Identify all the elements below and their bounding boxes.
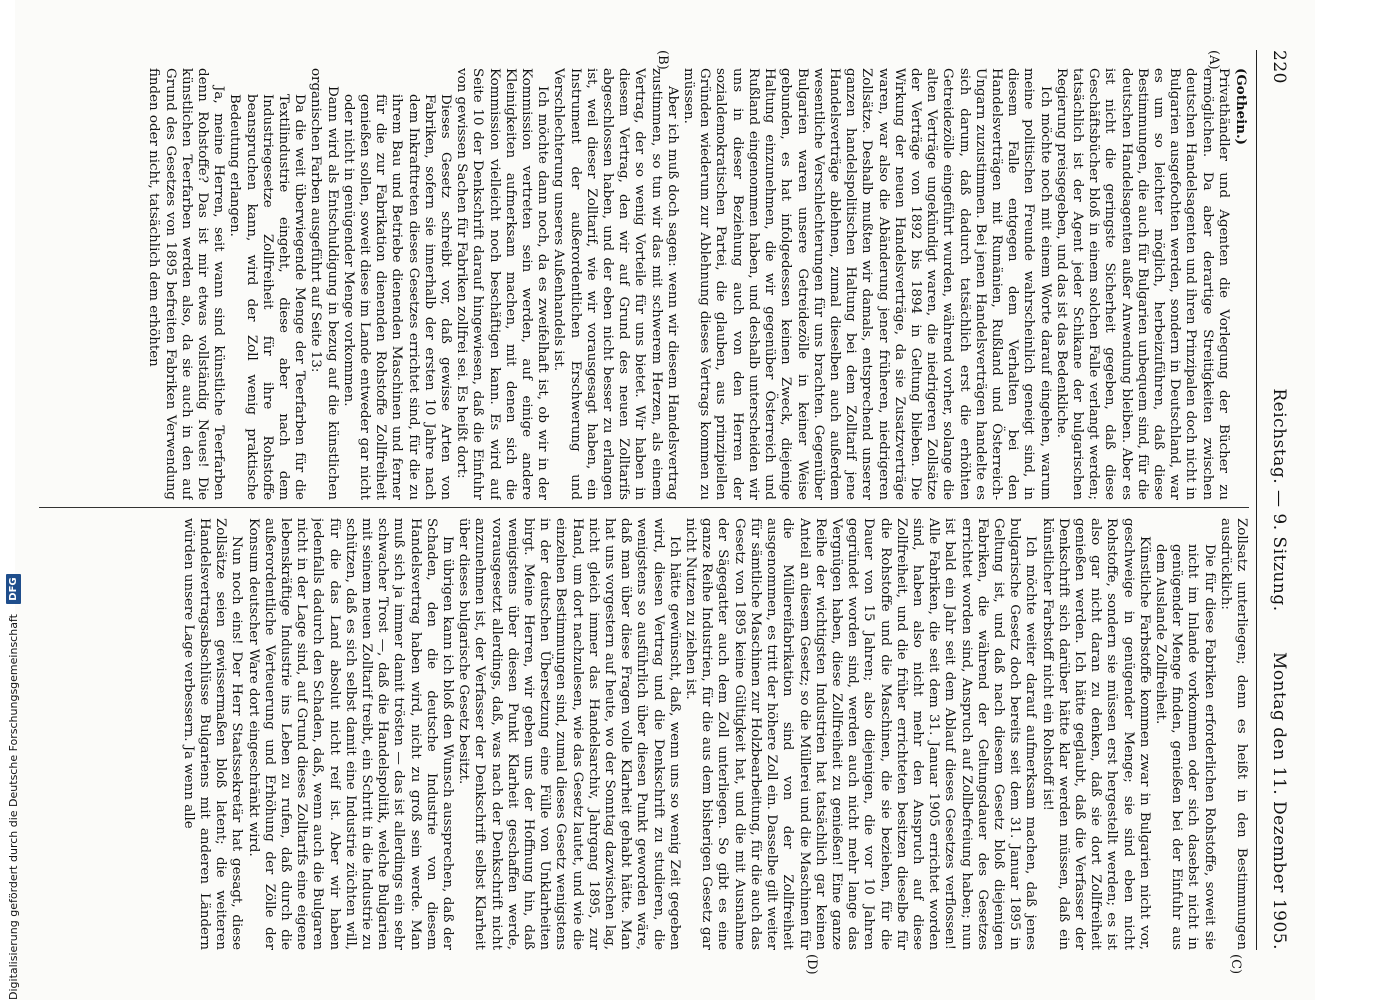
quotation: Dieses Gesetz schreibt vor, daß gewisse Arten von Fabriken, sofern sie innerhalb der ersten 10 Jahre nach dem Inkrafttreten dieses Gesetzes errichtet sind, für die zu ihrem Bau und Betriebe dienenden Maschinen und ferner für die zur Fabrikation dienenden Rohstoffe Zollfreiheit genießen sollen, soweit diese im Lande entweder gar nicht oder nicht in genügender Menge vorkommen. — [340, 94, 454, 500]
paragraph: Ich möchte noch mit einem Worte darauf eingehen, warum meine politischen Freunde wahrscheinlich geneigt sind, in diesem Falle entgegen dem Verhalten bei den Handelsverträgen mit Rumänien, Rußland und Österreich-Ungarn zuzustimmen. Bei jenen Handelsverträgen handelte es sich darum, daß dadurch tatsächlich erst die erhöhten Getreidezölle eingeführt wurden, während vorher, solange die alten Verträge ungekündigt waren, die niedrigeren Zollsätze der Verträge von 1892 bis 1894 in Geltung blieben. Die Wirkung der neuen Handelsverträge, da sie Zusatzverträge waren, war also die Abänderung jener früheren, niedrigeren Zollsätze. Deshalb mußten wir damals, entsprechend unserer ganzen handelspolitischen Haltung bei dem Zolltarif jene Handelsverträge ablehnen, zumal dieselben auch außerdem wesentliche Verschlechterungen für uns brachten. Gegenüber Bulgarien waren unsere Getreidezölle in keiner Weise gebunden, es hat infolgedessen keinen Zweck, diejenige Haltung einzunehmen, die wir gegenüber Österreich und Rußland eingenommen haben, und deshalb unterscheiden wir uns in dieser Beziehung auch von den Herren der sozialdemokratischen Partei, die glauben, aus prinzipiellen Gründen wiederum zur Ablehnung dieses Vertrags kommen zu müssen. — [681, 68, 1053, 500]
session-date: Montag den 11. Dezember 1905. — [1269, 651, 1289, 950]
paragraph: Zollsatz unterliegen; denn es heißt in den Bestimmungen ausdrücklich: — [1217, 518, 1249, 950]
header-rule — [1256, 50, 1257, 950]
paragraph: Nun noch eins! Der Herr Staatssekretär hat gesagt, diese Zollsätze seien gewissermaßen bloß latent; die weiteren Handelsvertragsabschlüsse Bulgariens mit anderen Ländern würden unsere Lage verbessern. Ja wenn alle — [180, 518, 245, 950]
margin-letter-d: (D) — [804, 954, 819, 975]
left-column — [39, 68, 1249, 500]
quotation: Die für diese Fabriken erforderlichen Rohstoffe, soweit sie nicht im Inlande vorkommen oder sich dasebst nicht in genügender Menge finden, genießen bei der Einfuhr aus dem Auslande Zollfreiheit. — [1152, 544, 1217, 950]
paragraph: Ja, meine Herren, seit wann sind künstliche Teerfarben denn Rohstoffe? Das ist mir etwas vollständig Neues! Die künstlichen Teerfarben werden also, da sie auch in den auf Grund des Gesetzes von 1895 befreiten Fabriken Verwendung finden oder nicht, tatsächlich dem erhöhten — [146, 68, 227, 500]
paragraph: Aber ich muß doch sagen: wenn wir diesem Handelsvertrag zustimmen, so tun wir das mit schwerem Herzen, als einem Vertrag, der so wenig Vorteile für uns bietet. Wir haben in diesem Vertrag, den wir auf Grund des neuen Zolltarifs abgeschlossen haben, und der eben nicht besser zu erlangen ist, weil dieser Zolltarif, wie wir vorausgesagt haben, ein Instrument der außerordentlichen Erschwerung und Verschlechterung unseres Außenhandels ist. — [551, 68, 680, 500]
paragraph: Künstliche Farbstoffe kommen zwar in Bulgarien nicht vor, geschweige in genügender Menge; sie sind eben nicht Rohstoffe, sondern sie müssen erst hergestellt werden; es ist also gar nicht daran zu denken, daß sie dort Zollfreiheit genießen werden. Ich hätte geglaubt, daß die Verfasser der Denkschrift sich darüber hätte klar werden müssen, daß ein künstlicher Farbstoff nicht ein Rohstoff ist! — [1039, 518, 1152, 950]
scanned-page — [15, 0, 1315, 1000]
speaker-name: (Gothein.) — [1233, 68, 1249, 145]
page-header — [1259, 50, 1295, 950]
dfg-logo: DFG — [6, 574, 21, 604]
digitization-credit — [6, 574, 21, 1000]
page-number: 220 — [1269, 50, 1289, 84]
paragraph: Ich möchte dann noch, da es zweifelhaft ist, ob wir in der Kommission vertreten sein werden, auf einige andere Kleinigkeiten aufmerksam machen, mit denen sich die Kommission vielleicht noch beschäftigen kann. Es wird auf Seite 10 der Denkschrift darauf hingewiesen, daß die Einfuhr von gewissen Sachen für Fabriken zollfrei sei. Es heißt dort: — [454, 68, 551, 500]
paragraph: Im übrigen kann ich bloß den Wunsch aussprechen, daß der Schaden, den die deutsche Industrie von diesem Handelsvertrag haben wird, nicht zu groß sein werde. Man muß sich ja immer damit trösten — das ist allerdings ein sehr schwacher Trost —, daß die Handelspolitik, welche Bulgarien mit seinem neuen Zolltarif treibt, ein Schritt in die Industrie zu schützen, daß es sich selbst damit eine Industrie züchten will, für die das Land absolut nicht reif ist. Aber wir haben jedenfalls dadurch den Schaden, daß, wenn auch die Bulgaren nicht in der Lage sind, auf Grund dieses Zolltarifs eine eigene lebenskräftige Industrie ins Leben zu rufen, daß durch die außerordentliche Verteuerung und Erhöhung der Zölle der Konsum deutscher Ware dort eingeschränkt wird. — [245, 518, 456, 950]
margin-letter-a: (A) — [1206, 50, 1221, 70]
page-title: Reichstag. — 9. Sitzung. — [1269, 388, 1289, 612]
right-column — [39, 518, 1249, 950]
column-divider — [39, 507, 1249, 508]
paragraph: Privathändler und Agenten die Vorlegung der Bücher zu ermöglichen. Da aber derartige Streitigkeiten zwischen deutschen Handelsagenten und ihren Prinzipalen doch nicht in Bulgarien ausgefochten werden, sondern in Deutschland, war es um so leichter möglich, herbeizuführen, daß diese Bestimmungen, die auch für Bulgarien unbequem sind, für die deutschen Handelsagenten außer Anwendung bleiben. Aber es ist nicht die geringste Sicherheit gegeben, daß diese Geschäftsbücher bloß in einem solchen Falle verlangt werden; tatsächlich ist der Agent jeder Schikane der bulgarischen Regierung preisgegeben, und das ist das Bedenkliche. — [1053, 68, 1231, 500]
margin-letter-c: (C) — [1228, 954, 1243, 975]
paragraph: Ich möchte weiter darauf aufmerksam machen, daß jenes bulgarische Gesetz doch bereits seit dem 31. Januar 1895 in Geltung ist, und daß nach diesem Gesetz bloß diejenigen Fabriken, die während der Geltungsdauer des Gesetzes errichtet worden sind, Anspruch auf Zollbefreiung haben; nun ist bald ein Jahr seit dem Ablauf dieses Gesetzes verflossen! Alle Fabriken, die seit dem 31. Januar 1905 errichtet worden sind, haben also nicht mehr den Anspruch auf diese Zollfreiheit, und die früher errichteten besitzen dieselbe für die Rohstoffe und die Maschinen, die sie beziehen, für die Dauer von 15 Jahren; also diejenigen, die vor 10 Jahren gegründet worden sind, werden auch nicht mehr lange das Vergnügen haben, diese Zollfreiheit zu genießen! Eine ganze Reihe der wichtigsten Industrien hat tatsächlich gar keinen Anteil an diesem Gesetz; so die Müllerei und die Maschinen für die Müllereifabrikation sind von der Zollfreiheit ausgenommen, es tritt der höhere Zoll ein. Dasselbe gilt weiter für sämtliche Maschinen zur Holzbearbeitung, für die auch das Gesetz von 1895 keine Gültigkeit hat, und die mit Ausnahme der Sägegatter auch dem Zoll unterliegen. So gibt es eine ganze Reihe Industrien, für die aus dem bisherigen Gesetz gar nicht Nutzen zu ziehen ist. — [683, 518, 1039, 950]
paragraph: Ich hätte gewünscht, daß, wenn uns so wenig Zeit gegeben wird, diesen Vertrag und die Denkschrift zu studieren, die wenigstens so ausführlich über diesen Punkt geworden wäre, daß man über diese Fragen volle Klarheit gehabt hätte. Man hat uns vorgestern auf heute, wo der Sonntag dazwischen lag, nicht gleich immer das Handelsarchiv, Jahrgang 1895, zur Hand, um dort nachzulesen, wie das Gesetz lautet, und wie die einzelnen Bestimmungen sind, zumal dieses Gesetz wenigstens in der deutschen Übersetzung eine Fülle von Unklarheiten birgt. Meine Herren, wir geben uns der Hoffnung hin, daß wenigstens über diesen Punkt Klarheit geschaffen werde, vorausgesetzt allerdings, daß, was nach der Denkschrift nicht anzunehmen ist, der Verfasser der Denkschrift selbst Klarheit über dieses bulgarische Gesetz besitzt. — [456, 518, 682, 950]
credit-text: Digitalisierung gefördert durch die Deutsche Forschungsgemeinschaft — [7, 614, 20, 1000]
quotation: Da die weit überwiegende Menge der Teerfarben für die Textilindustrie eingeht, diese aber nach dem Industriegesetze Zollfreiheit für ihre Rohstoffe beanspruchen kann, wird der Zoll wenig praktische Bedeutung erlangen. — [227, 94, 308, 500]
paragraph: Dann wird als Entschuldigung in bezug auf die künstlichen organischen Farben ausgeführt auf Seite 13: — [308, 68, 340, 500]
margin-letter-b: (B) — [655, 50, 670, 70]
